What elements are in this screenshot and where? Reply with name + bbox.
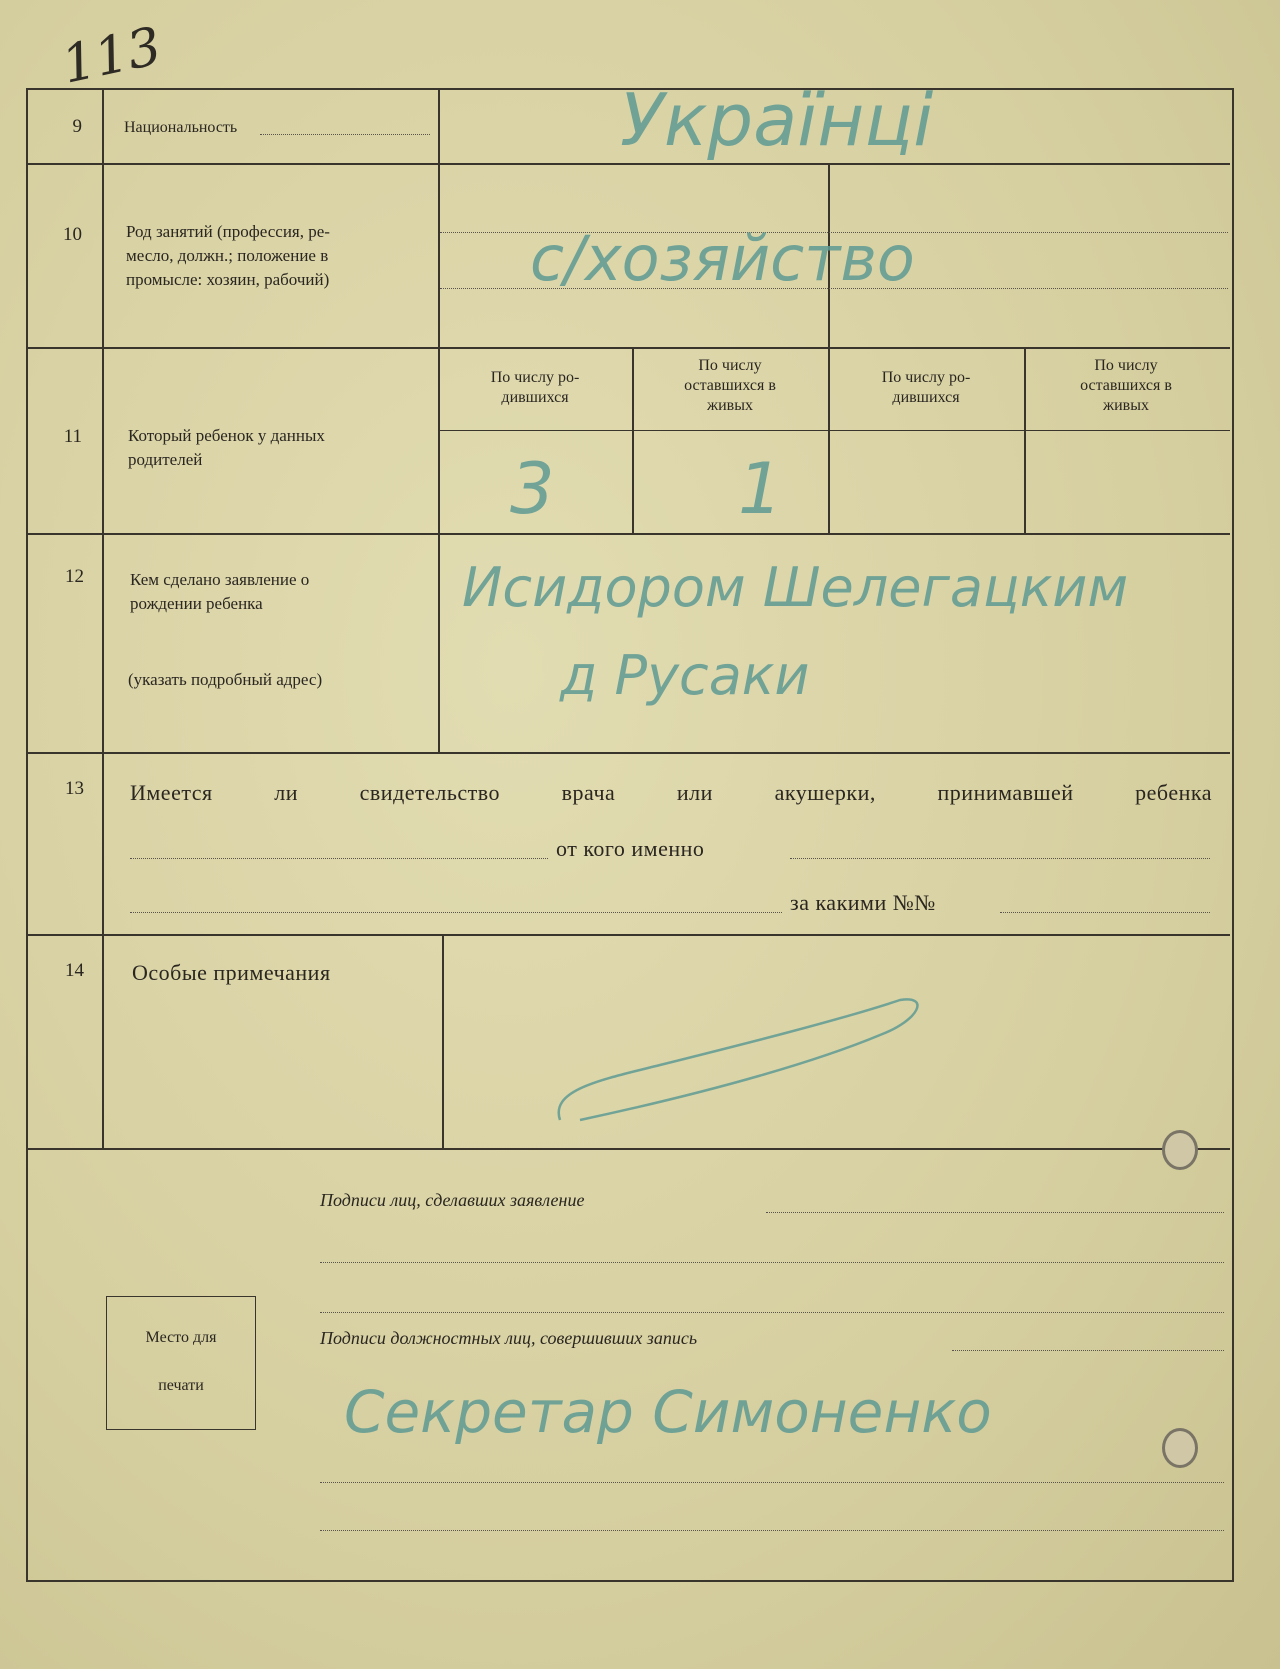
row-divider <box>26 533 1230 535</box>
row14-label: Особые примечания <box>132 960 331 985</box>
signature-line <box>766 1212 1224 1213</box>
row9-handwritten-value: Українці <box>620 78 934 162</box>
dotted-line <box>790 858 1210 859</box>
row14-number: 14 <box>65 960 84 981</box>
row12-address-label: (указать подробный адрес) <box>128 670 323 689</box>
applicant-name-value: Исидором Шелегацким <box>462 556 1129 619</box>
signature-line <box>952 1350 1224 1351</box>
row-divider <box>26 934 1230 936</box>
row-divider <box>26 347 1230 349</box>
row9-number: 9 <box>72 116 82 137</box>
row9-label: Национальность <box>124 119 238 136</box>
col-alive-header: По числу оставшихся в живых <box>684 357 776 414</box>
officials-signature-label: Подписи должностных лиц, совершивших запись <box>320 1328 698 1348</box>
binding-grommet <box>1162 1130 1198 1170</box>
row12-number: 12 <box>65 566 84 587</box>
row13-question: Имеется ли свидетельство врача или акушерки, принимавшей ребенка <box>130 780 1212 805</box>
archive-number: 113 <box>56 16 167 96</box>
stamp-place-line2: печати <box>158 1377 204 1394</box>
col-born-header-2: По числу ро- дившихся <box>881 369 971 406</box>
binding-grommet <box>1162 1428 1198 1468</box>
row-divider <box>26 163 1230 165</box>
dotted-line <box>130 858 548 859</box>
signature-line <box>320 1530 1224 1531</box>
leader-dots <box>260 134 430 135</box>
stamp-place-line1: Место для <box>145 1329 217 1346</box>
born-count-value: 3 <box>510 448 555 530</box>
row-divider <box>26 752 1230 754</box>
row-divider <box>26 1148 1230 1150</box>
dotted-line <box>1000 912 1210 913</box>
row11-number: 11 <box>63 426 82 447</box>
column-divider <box>442 934 444 1148</box>
row10-number: 10 <box>63 224 82 245</box>
official-handwritten-signature: Секретар Симоненко <box>344 1378 992 1446</box>
row11-subheader-divider <box>438 430 1230 431</box>
signature-line <box>320 1482 1224 1483</box>
signature-line <box>320 1312 1224 1313</box>
remarks-handwritten-stroke <box>540 990 940 1140</box>
row13-number: 13 <box>65 778 84 799</box>
row13-from-whom-label: от кого именно <box>556 836 705 861</box>
applicants-signature-label: Подписи лиц, сделавших заявление <box>320 1190 585 1210</box>
signature-line <box>320 1262 1224 1263</box>
row13-numbers-label: за какими №№ <box>790 890 936 915</box>
row10-handwritten-value: с/хозяйство <box>530 222 915 295</box>
dotted-line <box>130 912 782 913</box>
alive-count-value: 1 <box>738 448 783 530</box>
row11-label: Который ребенок у данных родителей <box>128 426 325 469</box>
applicant-address-value: д Русаки <box>560 644 810 707</box>
row12-label: Кем сделано заявление о рождении ребенка <box>130 570 310 613</box>
column-divider <box>102 88 104 1148</box>
col-born-header: По числу ро- дившихся <box>490 369 580 406</box>
row10-label: Род занятий (профессия, ре- месло, должн.; положение в промысле: хозяин, рабочий) <box>126 222 330 289</box>
col-alive-header-2: По числу оставшихся в живых <box>1080 357 1172 414</box>
column-divider <box>438 88 440 752</box>
stamp-place-box <box>106 1296 256 1430</box>
